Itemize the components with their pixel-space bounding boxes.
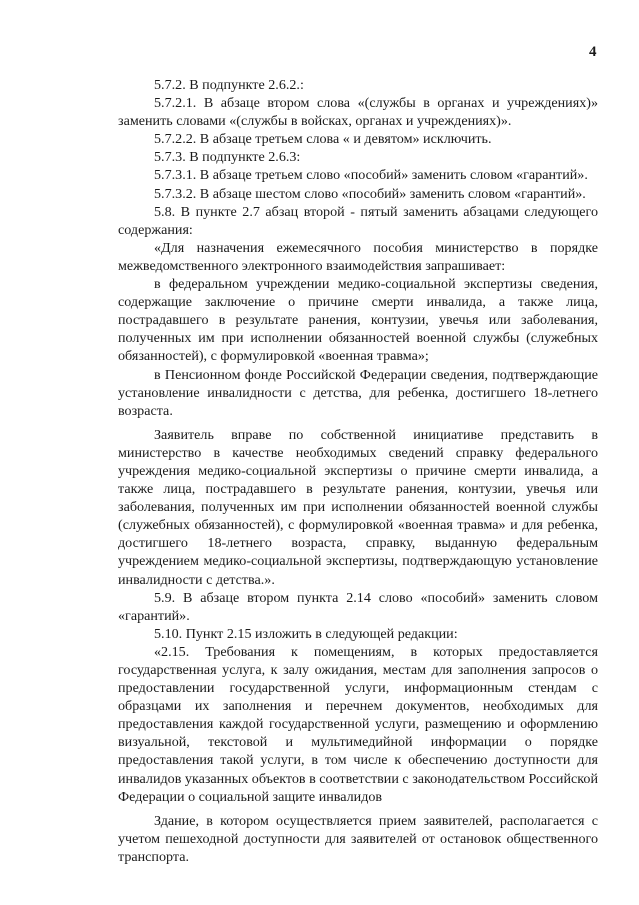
paragraph-5-7-3-2: 5.7.3.2. В абзаце шестом слово «пособий» заменить словом «гарантий». [154, 185, 586, 202]
paragraph-applicant-right: Заявитель вправе по собственной инициативе представить в министерство в качестве необходимых сведений справку федерального учреждения медико-социальной экспертизы о причине смерти инвалида, а также лица, пострадавшего в результате ранения, контузии, увечья или заболевания, полученных им при исполнении обязанностей военной службы (служебных обязанностей), с формулировкой «военная травма» и для ребенка, достигшего 18-летнего возраста, справку, выданную федеральным учреждением медико-социальной экспертизы, подтверждающую установление инвалидности с детства.». [118, 426, 598, 588]
page-number: 4 [589, 44, 597, 60]
paragraph-5-7-3: 5.7.3. В подпункте 2.6.3: [154, 149, 301, 166]
paragraph-5-7-2: 5.7.2. В подпункте 2.6.2.: [154, 77, 304, 93]
paragraph-quote-intro: «Для назначения ежемесячного пособия министерство в порядке межведомственного электронного взаимодействия запрашивает: [118, 239, 598, 274]
paragraph-pension-fund: в Пенсионном фонде Российской Федерации сведения, подтверждающие установление инвалидности с детства, для ребенка, достигшего 18-летнего возраста. [118, 366, 598, 419]
paragraph-federal-institution: в федеральном учреждении медико-социальной экспертизы сведения, содержащие заключение о причине смерти инвалида, а также лица, пострадавшего в результате ранения, контузии, увечья или заболевания, полученных им при исполнении обязанностей военной службы (служебных обязанностей), с формулировкой «военная травма»; [118, 276, 598, 365]
paragraph-5-8: 5.8. В пункте 2.7 абзац второй - пятый заменить абзацами следующего содержания: [118, 203, 598, 238]
paragraph-5-10: 5.10. Пункт 2.15 изложить в следующей редакции: [154, 625, 458, 642]
paragraph-5-9: 5.9. В абзаце втором пункта 2.14 слово «пособий» заменить словом «гарантий». [118, 589, 598, 624]
paragraph-5-7-3-1: 5.7.3.1. В абзаце третьем слово «пособий» заменить словом «гарантий». [154, 167, 588, 184]
document-body [118, 76, 598, 866]
paragraph-5-7-2-1: 5.7.2.1. В абзаце втором слова «(службы в органах и учреждениях)» заменить словами «(службы в войсках, органах и учреждениях)». [118, 95, 598, 130]
paragraph-5-7-2-2: 5.7.2.2. В абзаце третьем слова « и девятом» исключить. [154, 131, 492, 148]
paragraph-building: Здание, в котором осуществляется прием заявителей, располагается с учетом пешеходной доступности для заявителей от остановок общественного транспорта. [118, 812, 598, 865]
paragraph-2-15: «2.15. Требования к помещениям, в которых предоставляется государственная услуга, к залу ожидания, местам для заполнения запросов о предоставлении государственной услуги, информационным стендам с образцами их заполнения и перечнем документов, необходимых для предоставления каждой государственной услуги, размещению и оформлению визуальной, текстовой и мультимедийной информации о порядке предоставления такой услуги, в том числе к обеспечению доступности для инвалидов указанных объектов в соответствии с законодательством Российской Федерации о социальной защите инвалидов [118, 643, 598, 805]
